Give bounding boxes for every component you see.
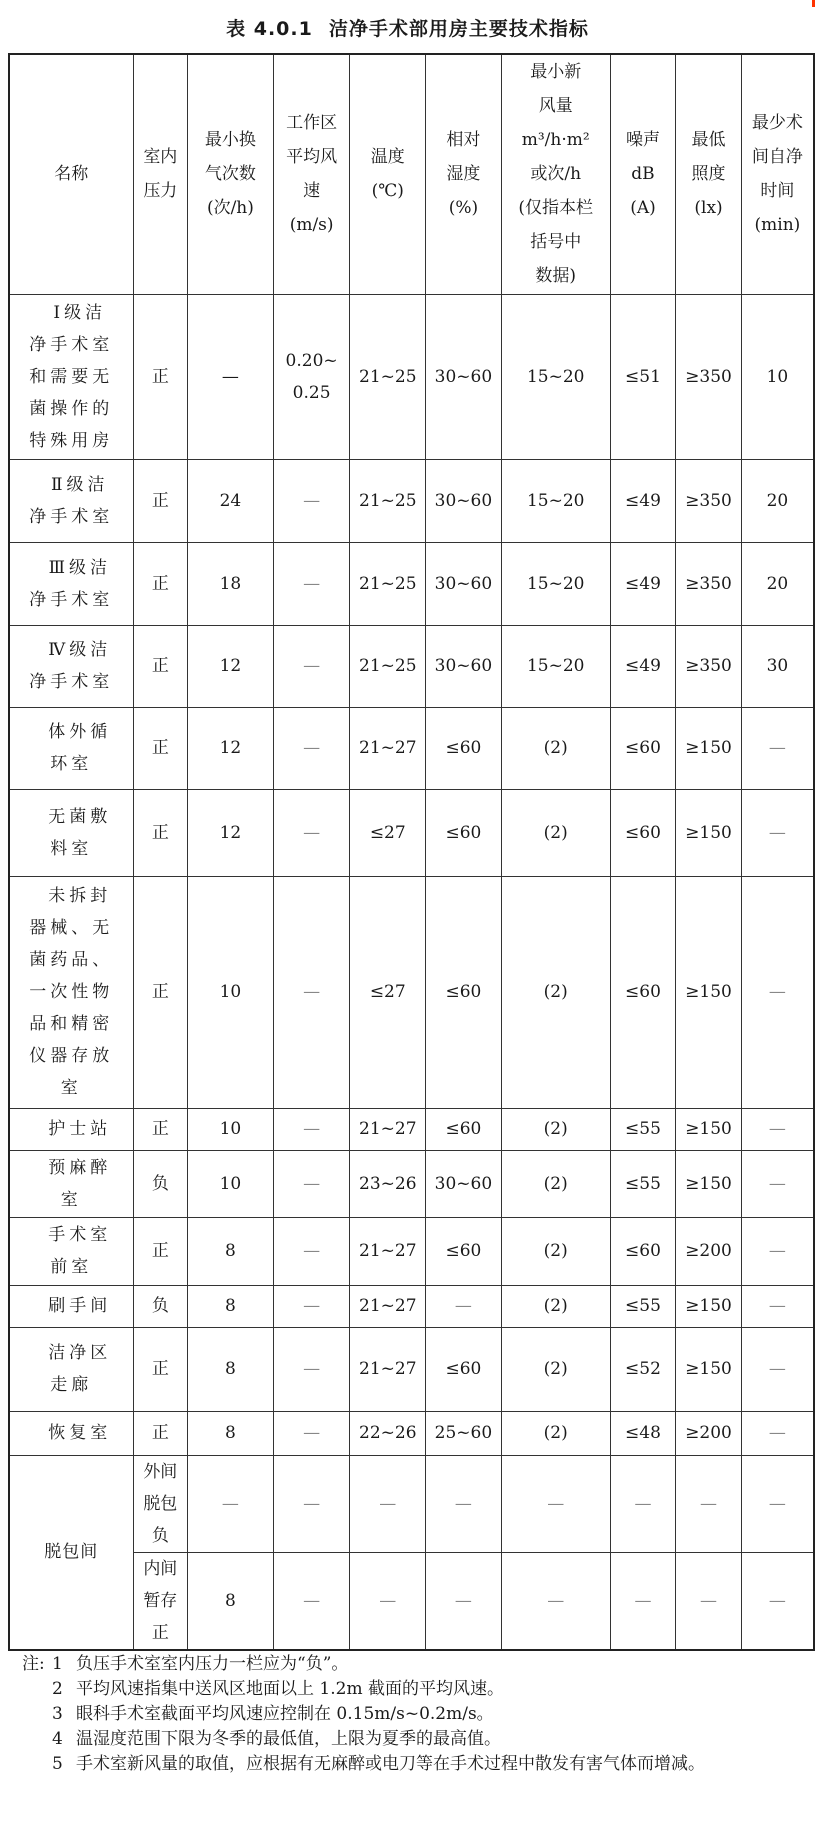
cell-illuminance: ≥350: [676, 625, 742, 707]
table-row: [9, 789, 814, 876]
cell-air-velocity: —: [273, 1327, 350, 1411]
cell-noise: ≤60: [610, 876, 676, 1108]
cell-illuminance: ≥150: [676, 876, 742, 1108]
cell-noise: —: [610, 1455, 676, 1552]
cell-air-changes: 12: [188, 789, 274, 876]
cell-pressure: 正: [133, 625, 187, 707]
cell-pressure: 正: [133, 789, 187, 876]
cell-pressure: 正: [133, 459, 187, 542]
cell-air-velocity: —: [273, 789, 350, 876]
header-air-changes: 最小换 气次数 (次/h): [188, 54, 274, 294]
cell-pressure: 负: [133, 1150, 187, 1217]
cell-fresh-air: 15~20: [501, 459, 610, 542]
cell-illuminance: ≥350: [676, 459, 742, 542]
cell-noise: ≤60: [610, 1217, 676, 1285]
cell-illuminance: ≥200: [676, 1411, 742, 1455]
cell-temperature: 21~25: [350, 294, 426, 459]
cell-pressure: 正: [133, 1411, 187, 1455]
table-row: [9, 1411, 814, 1455]
cell-humidity: ≤60: [426, 876, 502, 1108]
cell-air-changes: 8: [188, 1217, 274, 1285]
cell-air-velocity: —: [273, 1455, 350, 1552]
cell-noise: ≤48: [610, 1411, 676, 1455]
table-row: [9, 707, 814, 789]
cell-illuminance: ≥150: [676, 1108, 742, 1150]
cell-fresh-air: (2): [501, 1150, 610, 1217]
table-number: 表 4.0.1: [226, 18, 313, 40]
cell-air-changes: 12: [188, 625, 274, 707]
cell-pressure: 正: [133, 1217, 187, 1285]
cell-name: Ⅲ级洁 净手术室: [9, 542, 133, 625]
cell-temperature: 21~25: [350, 625, 426, 707]
cell-name: Ⅱ级洁 净手术室: [9, 459, 133, 542]
cell-temperature: 22~26: [350, 1411, 426, 1455]
cell-temperature: —: [350, 1455, 426, 1552]
cell-self-clean: —: [741, 1285, 814, 1327]
cell-self-clean: —: [741, 1150, 814, 1217]
cell-pressure: 正: [133, 876, 187, 1108]
header-name: 名称: [9, 54, 133, 294]
table-row: [9, 542, 814, 625]
cell-humidity: 30~60: [426, 1150, 502, 1217]
cell-air-changes: 10: [188, 1108, 274, 1150]
cell-name: 手术室 前室: [9, 1217, 133, 1285]
cell-humidity: ≤60: [426, 1217, 502, 1285]
cell-fresh-air: (2): [501, 789, 610, 876]
cell-noise: —: [610, 1552, 676, 1650]
cell-air-velocity: —: [273, 625, 350, 707]
cell-air-velocity: —: [273, 1150, 350, 1217]
cell-air-changes: 8: [188, 1552, 274, 1650]
cell-air-changes: —: [188, 294, 274, 459]
cell-air-velocity: —: [273, 459, 350, 542]
cell-self-clean: 20: [741, 542, 814, 625]
cell-temperature: —: [350, 1552, 426, 1650]
cell-temperature: 21~27: [350, 707, 426, 789]
note-item: 2 平均风速指集中送风区地面以上 1.2m 截面的平均风速。: [52, 1679, 504, 1699]
cell-humidity: 30~60: [426, 294, 502, 459]
cell-air-changes: 8: [188, 1411, 274, 1455]
cell-fresh-air: (2): [501, 1217, 610, 1285]
cell-air-velocity: —: [273, 1552, 350, 1650]
header-row: [9, 54, 814, 294]
cell-noise: ≤60: [610, 707, 676, 789]
cell-pressure: 正: [133, 1108, 187, 1150]
cell-noise: ≤55: [610, 1150, 676, 1217]
cell-fresh-air: (2): [501, 1327, 610, 1411]
cell-humidity: 30~60: [426, 542, 502, 625]
cell-illuminance: ≥350: [676, 542, 742, 625]
table-row: [9, 1150, 814, 1217]
cell-humidity: —: [426, 1552, 502, 1650]
cell-air-changes: —: [188, 1455, 274, 1552]
cell-name: Ⅳ级洁 净手术室: [9, 625, 133, 707]
cell-name: 刷手间: [9, 1285, 133, 1327]
cell-name: 无菌敷 料室: [9, 789, 133, 876]
cell-air-velocity: —: [273, 1411, 350, 1455]
note-item: 3 眼科手术室截面平均风速应控制在 0.15m/s~0.2m/s。: [52, 1704, 494, 1724]
cell-pressure: 正: [133, 707, 187, 789]
cell-name: 体外循 环室: [9, 707, 133, 789]
cell-humidity: ≤60: [426, 707, 502, 789]
cell-fresh-air: —: [501, 1552, 610, 1650]
note-item: 5 手术室新风量的取值，应根据有无麻醉或电刀等在手术过程中散发有害气体而增减。: [52, 1754, 705, 1774]
cell-air-velocity: 0.20~ 0.25: [273, 294, 350, 459]
cell-air-changes: 8: [188, 1285, 274, 1327]
cell-self-clean: —: [741, 707, 814, 789]
cell-self-clean: 30: [741, 625, 814, 707]
header-fresh-air: 最小新 风量 m³/h·m² 或次/h (仅指本栏 括号中 数据): [501, 54, 610, 294]
header-illuminance: 最低 照度 (lx): [676, 54, 742, 294]
cell-fresh-air: —: [501, 1455, 610, 1552]
cell-temperature: ≤27: [350, 876, 426, 1108]
cell-name: Ⅰ级洁 净手术室 和需要无 菌操作的 特殊用房: [9, 294, 133, 459]
cell-fresh-air: (2): [501, 876, 610, 1108]
table-notes: [22, 1652, 812, 1777]
cell-humidity: ≤60: [426, 1108, 502, 1150]
cell-air-changes: 24: [188, 459, 274, 542]
cell-name: 脱包间: [9, 1455, 133, 1650]
cell-pressure: 正: [133, 1327, 187, 1411]
cell-name: 预麻醉 室: [9, 1150, 133, 1217]
cell-temperature: 23~26: [350, 1150, 426, 1217]
cell-air-velocity: —: [273, 876, 350, 1108]
cell-fresh-air: (2): [501, 707, 610, 789]
cell-air-changes: 12: [188, 707, 274, 789]
cell-self-clean: —: [741, 1552, 814, 1650]
cell-self-clean: —: [741, 1108, 814, 1150]
cell-air-changes: 10: [188, 1150, 274, 1217]
cell-noise: ≤55: [610, 1108, 676, 1150]
cell-pressure: 负: [133, 1285, 187, 1327]
table-row: [9, 294, 814, 459]
header-humidity: 相对 湿度 (%): [426, 54, 502, 294]
cell-humidity: —: [426, 1455, 502, 1552]
cell-self-clean: —: [741, 1411, 814, 1455]
table-row: [9, 1285, 814, 1327]
cell-self-clean: —: [741, 876, 814, 1108]
cell-name: 恢复室: [9, 1411, 133, 1455]
cell-humidity: 30~60: [426, 459, 502, 542]
cell-self-clean: —: [741, 1217, 814, 1285]
table-row: [9, 1108, 814, 1150]
cell-noise: ≤49: [610, 625, 676, 707]
cell-temperature: 21~25: [350, 542, 426, 625]
table-row: [9, 876, 814, 1108]
cell-self-clean: —: [741, 1455, 814, 1552]
table-title: [0, 14, 815, 41]
cell-illuminance: ≥150: [676, 1327, 742, 1411]
notes-prefix: 注:: [22, 1654, 45, 1674]
header-pressure: 室内 压力: [133, 54, 187, 294]
cell-humidity: 30~60: [426, 625, 502, 707]
cell-air-velocity: —: [273, 707, 350, 789]
cell-noise: ≤60: [610, 789, 676, 876]
cell-self-clean: 20: [741, 459, 814, 542]
cell-temperature: 21~27: [350, 1285, 426, 1327]
cell-name: 洁净区 走廊: [9, 1327, 133, 1411]
header-air-velocity: 工作区 平均风 速 (m/s): [273, 54, 350, 294]
cell-temperature: ≤27: [350, 789, 426, 876]
cell-humidity: 25~60: [426, 1411, 502, 1455]
cell-air-velocity: —: [273, 1108, 350, 1150]
cell-fresh-air: 15~20: [501, 542, 610, 625]
cell-illuminance: —: [676, 1455, 742, 1552]
spec-table: [8, 53, 815, 1651]
header-noise: 噪声 dB (A): [610, 54, 676, 294]
cell-illuminance: ≥150: [676, 789, 742, 876]
cell-temperature: 21~27: [350, 1217, 426, 1285]
cell-air-velocity: —: [273, 1217, 350, 1285]
table-caption: 洁净手术部用房主要技术指标: [328, 18, 589, 40]
cell-noise: ≤49: [610, 542, 676, 625]
cell-pressure: 外间 脱包 负: [133, 1455, 187, 1552]
cell-name: 护士站: [9, 1108, 133, 1150]
cell-humidity: ≤60: [426, 1327, 502, 1411]
cell-illuminance: ≥150: [676, 707, 742, 789]
cell-self-clean: —: [741, 1327, 814, 1411]
cell-pressure: 正: [133, 542, 187, 625]
cell-pressure: 正: [133, 294, 187, 459]
cell-illuminance: —: [676, 1552, 742, 1650]
cell-fresh-air: (2): [501, 1108, 610, 1150]
table-row-split-outer: [9, 1455, 814, 1552]
cell-noise: ≤51: [610, 294, 676, 459]
cell-noise: ≤52: [610, 1327, 676, 1411]
cell-air-velocity: —: [273, 1285, 350, 1327]
cell-air-changes: 8: [188, 1327, 274, 1411]
table-row: [9, 625, 814, 707]
note-item: 注: 1 负压手术室室内压力一栏应为“负”。: [22, 1652, 812, 1677]
cell-name: 未拆封 器械、无 菌药品、 一次性物 品和精密 仪器存放 室: [9, 876, 133, 1108]
cell-pressure: 内间 暂存 正: [133, 1552, 187, 1650]
header-self-clean: 最少术 间自净 时间 (min): [741, 54, 814, 294]
cell-temperature: 21~27: [350, 1108, 426, 1150]
cell-humidity: ≤60: [426, 789, 502, 876]
cell-illuminance: ≥150: [676, 1150, 742, 1217]
cell-air-velocity: —: [273, 542, 350, 625]
cell-fresh-air: 15~20: [501, 294, 610, 459]
note-item: 4 温湿度范围下限为冬季的最低值，上限为夏季的最高值。: [52, 1729, 501, 1749]
table-row: [9, 1327, 814, 1411]
cell-fresh-air: (2): [501, 1285, 610, 1327]
cell-illuminance: ≥150: [676, 1285, 742, 1327]
cell-noise: ≤55: [610, 1285, 676, 1327]
cell-fresh-air: 15~20: [501, 625, 610, 707]
cell-noise: ≤49: [610, 459, 676, 542]
cell-self-clean: 10: [741, 294, 814, 459]
cell-illuminance: ≥200: [676, 1217, 742, 1285]
cell-temperature: 21~27: [350, 1327, 426, 1411]
cell-self-clean: —: [741, 789, 814, 876]
cell-air-changes: 10: [188, 876, 274, 1108]
cell-air-changes: 18: [188, 542, 274, 625]
cell-illuminance: ≥350: [676, 294, 742, 459]
cell-humidity: —: [426, 1285, 502, 1327]
table-row: [9, 459, 814, 542]
header-temperature: 温度 (℃): [350, 54, 426, 294]
cell-fresh-air: (2): [501, 1411, 610, 1455]
cell-temperature: 21~25: [350, 459, 426, 542]
table-row: [9, 1217, 814, 1285]
